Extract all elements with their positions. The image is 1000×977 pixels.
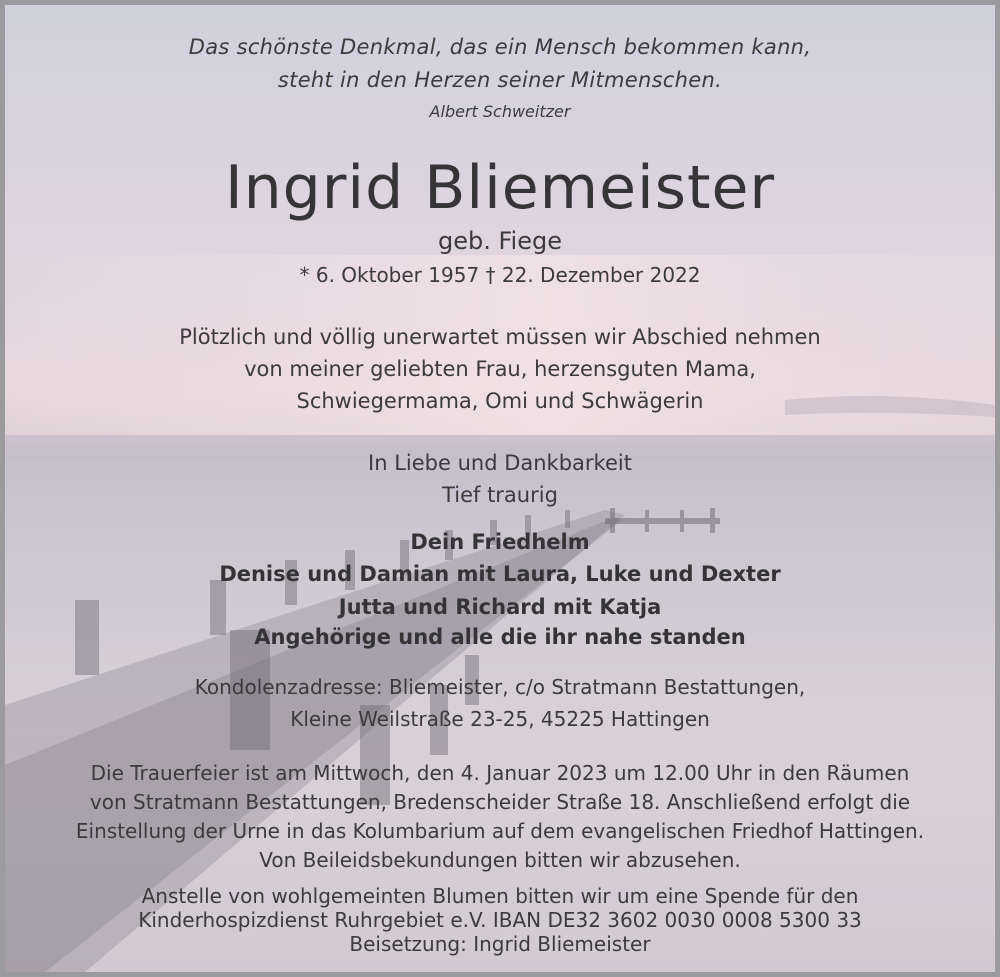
closing-line-1: In Liebe und Dankbarkeit <box>368 451 632 475</box>
mourner-line-3: Jutta und Richard mit Katja <box>338 595 662 619</box>
quote-line-1: Das schönste Denkmal, das ein Mensch bekommen kann, <box>188 35 812 59</box>
funeral-line-3: Einstellung der Urne in das Kolumbarium auf dem evangelischen Friedhof Hattingen. <box>75 819 925 843</box>
quote-author: Albert Schweitzer <box>429 102 571 121</box>
life-dates: * 6. Oktober 1957 † 22. Dezember 2022 <box>299 263 701 287</box>
mourner-line-1: Dein Friedhelm <box>410 530 590 554</box>
maiden-name: geb. Fiege <box>438 227 562 255</box>
obituary-text <box>5 5 995 972</box>
deceased-name: Ingrid Bliemeister <box>224 153 776 223</box>
donation-line-1: Anstelle von wohlgemeinten Blumen bitten wir um eine Spende für den <box>141 884 859 908</box>
quote-line-2: steht in den Herzen seiner Mitmenschen. <box>277 68 723 92</box>
announcement-line-1: Plötzlich und völlig unerwartet müssen wir Abschied nehmen <box>179 325 821 349</box>
donation-line-2: Kinderhospizdienst Ruhrgebiet e.V. IBAN DE32 3602 0030 0008 5300 33 <box>138 908 862 932</box>
funeral-line-4: Von Beileidsbekundungen bitten wir abzusehen. <box>259 848 741 872</box>
funeral-line-2: von Stratmann Bestattungen, Bredenscheider Straße 18. Anschließend erfolgt die <box>89 790 911 814</box>
burial-note: Beisetzung: Ingrid Bliemeister <box>349 932 651 956</box>
closing-line-2: Tief traurig <box>442 483 558 507</box>
announcement-line-2: von meiner geliebten Frau, herzensguten Mama, <box>244 357 756 381</box>
condolence-line-2: Kleine Weilstraße 23-25, 45225 Hattingen <box>290 707 710 731</box>
mourner-line-2: Denise und Damian mit Laura, Luke und Dexter <box>219 562 781 586</box>
funeral-line-1: Die Trauerfeier ist am Mittwoch, den 4. Januar 2023 um 12.00 Uhr in den Räumen <box>90 761 910 785</box>
announcement-line-3: Schwiegermama, Omi und Schwägerin <box>296 389 704 413</box>
mourner-line-4: Angehörige und alle die ihr nahe standen <box>254 625 746 649</box>
condolence-line-1: Kondolenzadresse: Bliemeister, c/o Stratmann Bestattungen, <box>194 675 806 699</box>
